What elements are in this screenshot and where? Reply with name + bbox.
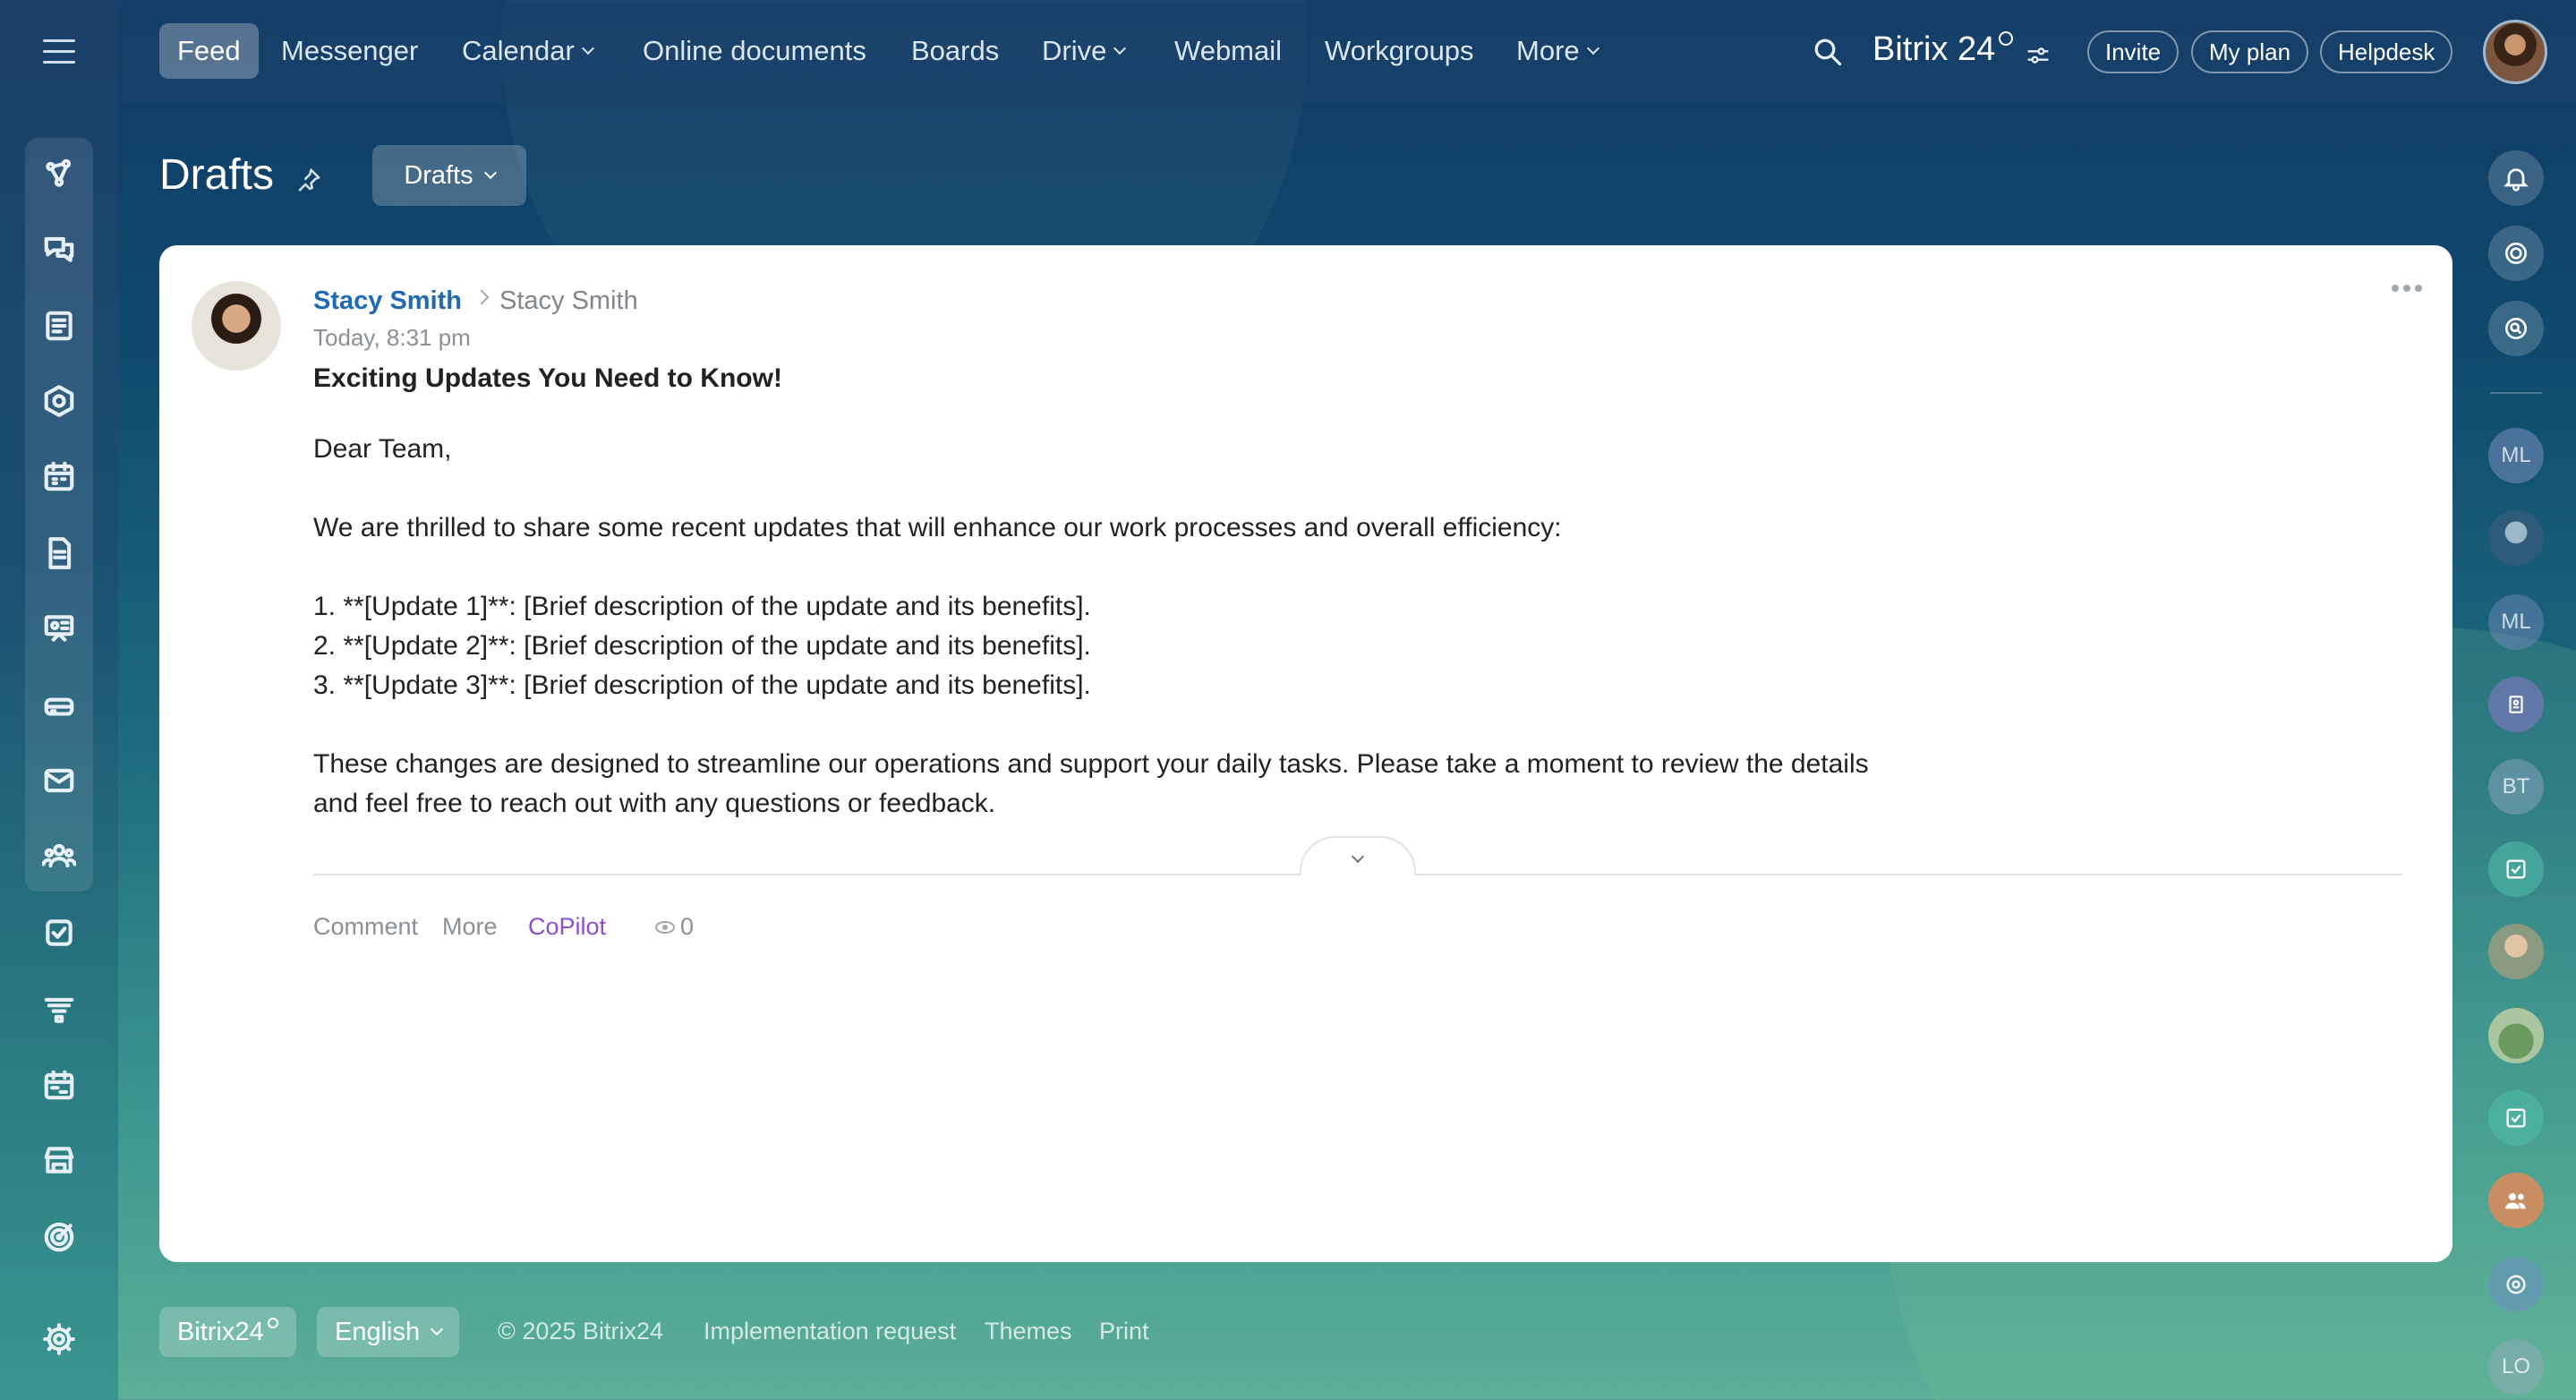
expand-post-button[interactable]	[1300, 836, 1416, 875]
group-chat-icon[interactable]	[2488, 1173, 2544, 1228]
copilot-link[interactable]: CoPilot	[528, 913, 607, 940]
planner-icon[interactable]	[41, 1067, 77, 1103]
views-counter: 0	[655, 913, 694, 941]
task-chat-icon[interactable]	[2488, 1090, 2544, 1146]
whiteboard-icon[interactable]	[41, 610, 77, 646]
nav-workgroups[interactable]: Workgroups	[1325, 35, 1474, 66]
nav-online-documents[interactable]: Online documents	[643, 35, 866, 66]
copilot-chat-icon[interactable]	[2488, 1257, 2544, 1312]
contact-avatar[interactable]	[2488, 510, 2544, 566]
drive-icon[interactable]	[41, 687, 77, 723]
nav-drive[interactable]: Drive	[1024, 23, 1142, 79]
mail-icon[interactable]	[41, 763, 77, 798]
implementation-request-link[interactable]: Implementation request	[704, 1318, 957, 1345]
contact-avatar[interactable]	[2488, 1008, 2544, 1063]
themes-link[interactable]: Themes	[985, 1318, 1072, 1345]
chat-icon[interactable]	[41, 231, 77, 267]
eye-icon	[655, 921, 675, 934]
tasks-icon[interactable]	[41, 915, 77, 951]
print-link[interactable]: Print	[1099, 1318, 1149, 1345]
chevron-down-icon	[431, 1323, 443, 1336]
workgroups-icon[interactable]	[41, 838, 77, 874]
clock-icon	[268, 1318, 278, 1328]
my-plan-button[interactable]: My plan	[2191, 30, 2308, 73]
nav-messenger[interactable]: Messenger	[281, 35, 419, 66]
contact-avatar[interactable]	[2488, 924, 2544, 979]
copyright-text: © 2025 Bitrix24	[498, 1318, 663, 1345]
document-icon[interactable]	[41, 535, 77, 571]
brand-settings-icon[interactable]	[2025, 43, 2051, 68]
contact-avatar[interactable]: ML	[2488, 594, 2544, 650]
author-avatar[interactable]	[192, 281, 281, 371]
comment-link[interactable]: Comment	[313, 913, 419, 940]
chevron-down-icon	[1352, 850, 1364, 863]
menu-icon[interactable]	[43, 39, 75, 64]
chevron-down-icon	[484, 166, 497, 179]
post-greeting: Dear Team,	[313, 434, 452, 464]
clock-icon	[1999, 31, 2013, 46]
post-card	[159, 245, 2452, 1262]
notifications-icon[interactable]	[2488, 150, 2544, 206]
pin-icon[interactable]	[295, 166, 322, 193]
calendar-icon[interactable]	[41, 458, 77, 494]
nav-boards[interactable]: Boards	[911, 35, 1000, 66]
post-intro: We are thrilled to share some recent updates that will enhance our work processes and overall efficiency:	[313, 513, 1562, 542]
chevron-down-icon	[1113, 42, 1126, 55]
settings-icon[interactable]	[41, 1321, 77, 1357]
hexagon-icon[interactable]	[41, 383, 77, 419]
chevron-down-icon	[1587, 42, 1599, 55]
task-chat-icon[interactable]	[2488, 841, 2544, 897]
nav-webmail[interactable]: Webmail	[1174, 35, 1283, 66]
post-menu-icon[interactable]	[2392, 285, 2422, 294]
post-closing: These changes are designed to streamline our operations and support your daily tasks. Please take a moment to review the details	[313, 749, 1869, 779]
brand-logo[interactable]: Bitrix 24	[1872, 30, 2013, 69]
contact-avatar[interactable]: LO	[2488, 1339, 2544, 1395]
contact-avatar[interactable]: BT	[2488, 759, 2544, 815]
post-time: Today, 8:31 pm	[313, 324, 471, 351]
feed-icon[interactable]	[41, 308, 77, 344]
store-icon[interactable]	[41, 1142, 77, 1178]
nav-calendar[interactable]: Calendar	[444, 23, 610, 79]
crm-funnel-icon[interactable]	[41, 992, 77, 1028]
invite-button[interactable]: Invite	[2087, 30, 2179, 73]
nav-feed[interactable]: Feed	[159, 23, 259, 79]
goals-icon[interactable]	[41, 1219, 77, 1255]
nav-more[interactable]: More	[1498, 23, 1616, 79]
helpdesk-button[interactable]: Helpdesk	[2320, 30, 2452, 73]
flows-icon[interactable]	[41, 156, 77, 192]
contact-book-icon[interactable]	[2488, 677, 2544, 732]
search-icon[interactable]	[1812, 36, 1844, 68]
more-link[interactable]: More	[442, 913, 498, 940]
bitrix24-footer-button[interactable]: Bitrix24	[159, 1307, 296, 1357]
contact-avatar[interactable]: ML	[2488, 428, 2544, 483]
recipient-label[interactable]: Stacy Smith	[499, 286, 638, 315]
author-link[interactable]: Stacy Smith	[313, 286, 462, 315]
copilot-icon[interactable]	[2488, 226, 2544, 281]
drafts-filter-button[interactable]: Drafts	[372, 145, 526, 206]
language-selector[interactable]: English	[317, 1307, 459, 1357]
post-title: Exciting Updates You Need to Know!	[313, 363, 782, 393]
post-list-item: 1. **[Update 1]**: [Brief description of the update and its benefits].	[313, 592, 1091, 621]
post-body	[313, 430, 2014, 824]
chevron-down-icon	[582, 42, 594, 55]
page-title: Drafts	[159, 151, 275, 199]
left-sidebar	[0, 0, 118, 1400]
divider	[2490, 392, 2542, 394]
post-closing: and feel free to reach out with any questions or feedback.	[313, 789, 996, 818]
post-list-item: 2. **[Update 2]**: [Brief description of the update and its benefits].	[313, 631, 1091, 661]
chat-search-icon[interactable]	[2488, 301, 2544, 356]
post-list-item: 3. **[Update 3]**: [Brief description of the update and its benefits].	[313, 670, 1091, 700]
chevron-right-icon	[474, 290, 490, 305]
